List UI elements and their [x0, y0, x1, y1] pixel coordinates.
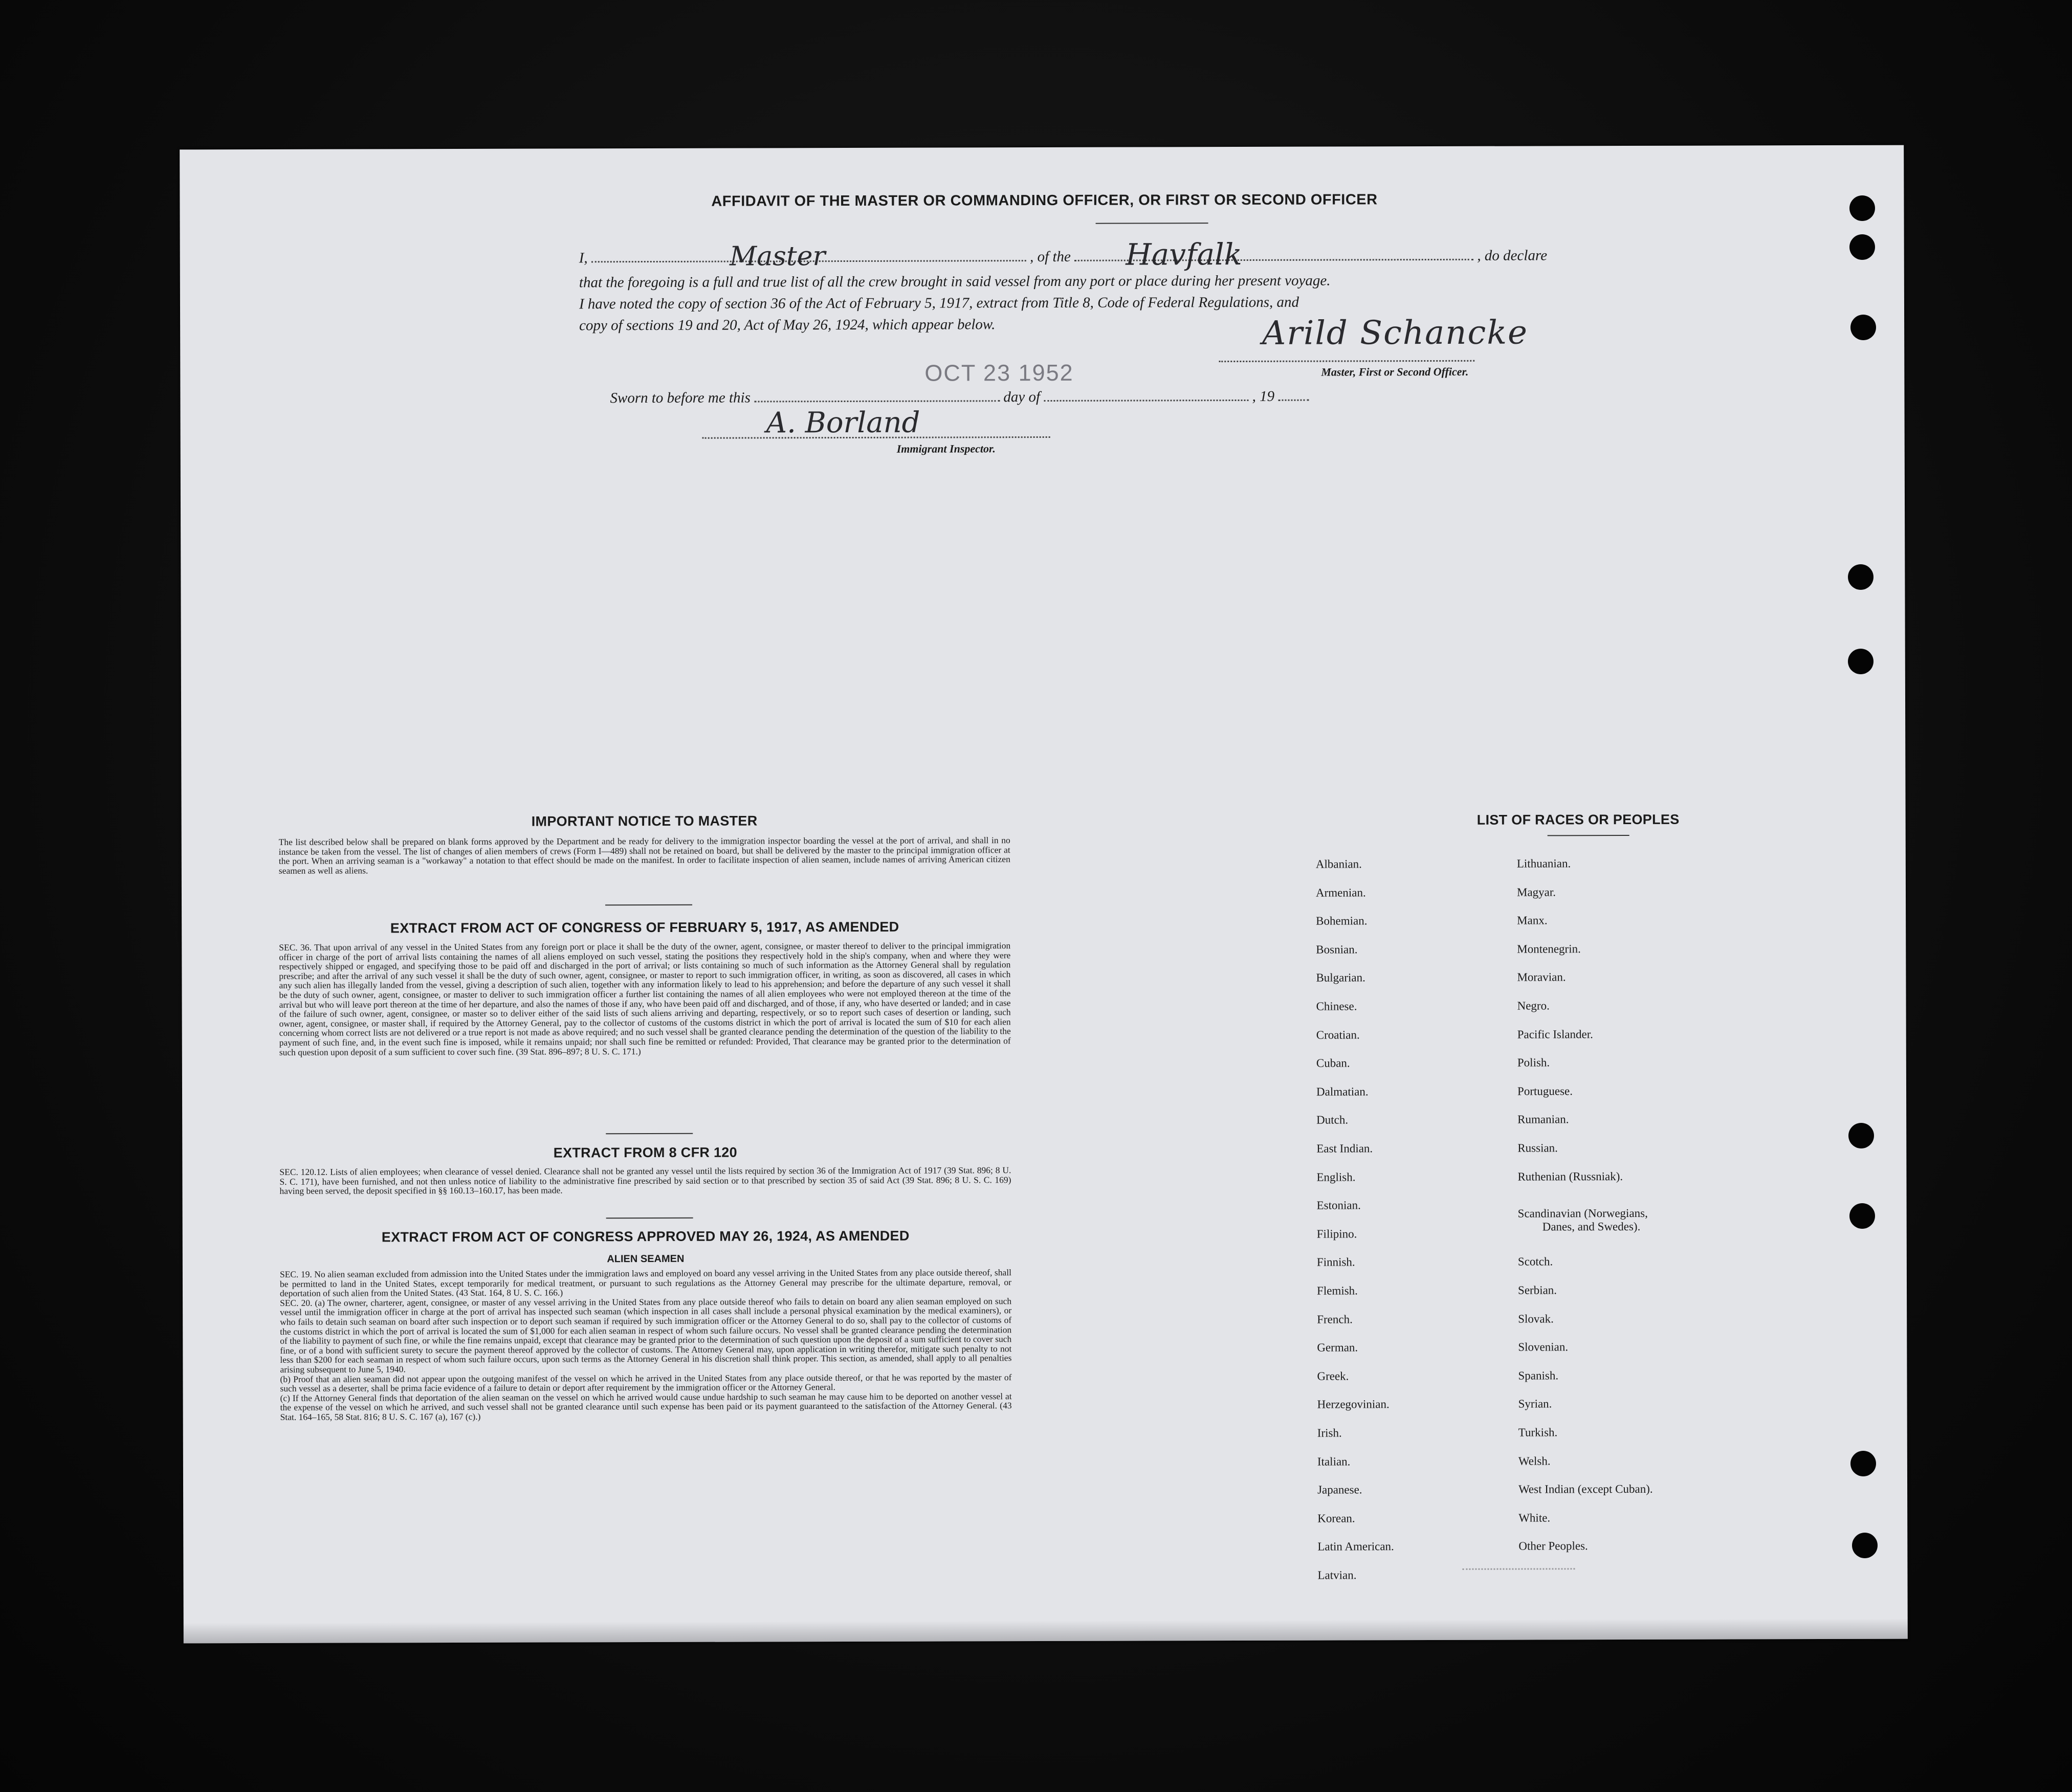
vessel-blank: [1074, 236, 1473, 272]
race-item: Filipino.: [1316, 1227, 1357, 1241]
divider-rule: [605, 904, 692, 905]
declaration-line-4: copy of sections 19 and 20, Act of May 26, 1924, which appear below.: [579, 316, 996, 334]
race-item: Armenian.: [1315, 886, 1366, 899]
race-item: Italian.: [1317, 1455, 1351, 1468]
sworn-day-blank: [754, 400, 1000, 402]
sworn-month-blank: [1044, 400, 1248, 402]
sworn-prefix: Sworn to before me this: [610, 389, 751, 407]
sworn-line: [610, 388, 1309, 407]
race-item: Russian.: [1517, 1141, 1558, 1155]
race-item: Greek.: [1317, 1369, 1349, 1383]
race-item: Lithuanian.: [1516, 857, 1571, 870]
race-item: Scandinavian (Norwegians,: [1517, 1206, 1648, 1220]
binder-hole: [1852, 1533, 1878, 1558]
race-item: Latin American.: [1317, 1540, 1394, 1553]
race-item: Polish.: [1517, 1056, 1550, 1069]
race-item: Bosnian.: [1316, 943, 1358, 956]
name-blank: [591, 241, 1026, 272]
date-stamp: OCT 23 1952: [924, 359, 1074, 386]
race-item: Herzegovinian.: [1317, 1398, 1390, 1411]
race-item: Danes, and Swedes).: [1542, 1220, 1641, 1233]
declaration-line-1: [579, 236, 1548, 272]
race-item: Manx.: [1517, 914, 1548, 927]
handwritten-vessel: Havfalk: [1126, 236, 1242, 272]
title-rule: [1096, 223, 1208, 224]
section-20a-text: SEC. 20. (a) The owner, charterer, agent, consignee, or master of any vessel arriving in the United States from any place outside thereof who fails to detain on board any alien seaman employed on such vessel until the immigration officer in charge at the port of arrival has inspected such seaman (which inspection in all cases shall include a personal physical examination by the medical examiners), or who fails to detain such seaman on board after such inspection or to deport such seaman if required by such immigration officer or the Attorney General to do so, shall pay to the collector of customs of the customs district in which the port of arrival is located the sum of $1,000 for each alien seaman in respect of whom such failure occurs. No vessel shall be granted clearance pending the determination of the liability to payment of such fine, or while the fine remains unpaid, except that clearance may be granted prior to the determination of such question upon the deposit of a sum sufficient to cover such fine, or of a bond with sufficient surety to secure the payment thereof approved by the collector of customs. The Attorney General may, upon application in writing therefor, mitigate such penalty to not less than $200 for each seaman in respect of whom such failure occurs, upon such terms as the Attorney General in his discretion shall think proper. This section, as amended, shall apply to all penalties arising subsequent to June 5, 1940.: [280, 1295, 1012, 1375]
divider-rule: [606, 1133, 693, 1134]
extract-1924-title: EXTRACT FROM ACT OF CONGRESS APPROVED MAY 26, 1924, AS AMENDED: [381, 1228, 910, 1245]
race-item: East Indian.: [1316, 1142, 1373, 1155]
race-item: Welsh.: [1518, 1454, 1551, 1468]
declaration-line-2: that the foregoing is a full and true list of all the crew brought in said vessel from any port or place during her present voyage.: [579, 272, 1331, 291]
race-item: Slovak.: [1518, 1312, 1554, 1325]
race-item: Moravian.: [1517, 970, 1566, 984]
race-item: Finnish.: [1316, 1255, 1355, 1269]
race-item: Latvian.: [1317, 1568, 1357, 1582]
of-the-label: , of the: [1030, 248, 1071, 266]
section-19-text: SEC. 19. No alien seaman excluded from admission into the United States under the immigration laws and employed on board any vessel arriving in the United States from any place outside thereof, shall be permitted to land in the United States, except temporarily for medical treatment, or pursuant to such regulations as the Attorney General may prescribe for the ultimate departure, removal, or deportation of such alien from the United States. (43 Stat. 164, 8 U. S. C. 166.): [279, 1267, 1012, 1299]
race-item: Syrian.: [1518, 1397, 1552, 1410]
race-item: French.: [1317, 1313, 1353, 1326]
race-item: Turkish.: [1518, 1426, 1558, 1439]
race-item: Croatian.: [1316, 1028, 1360, 1042]
race-item: Bulgarian.: [1316, 971, 1365, 984]
extract-1917-body: SEC. 36. That upon arrival of any vessel in the United States from any foreign port or place it shall be the duty of the owner, agent, consignee, or master thereof to deliver to the principal immigration officer in charge of the port of arrival lists containing the names of all aliens employed on such vessel, stating the positions they respectively hold in the ship's company, when and where they were respectively shipped or engaged, and specifying those to be paid off and discharged in the port of arrival; or lists containing so much of such information as the Attorney General shall by regulation prescribe; and after the arrival of any such vessel it shall be the duty of such owner, agent, consignee, or master to report to such immigration officer, in writing, as soon as discovered, all cases in which any such alien has illegally landed from the vessel, giving a description of such alien, together with any information likely to lead to his apprehension; and before the departure of any such vessel it shall be the duty of such owner, agent, consignee, or master to deliver to such immigration officer a further list containing the names of all alien employees who were not employed thereon at the time of the arrival but who will leave port thereon at the time of her departure, and also the names of those if any, who have been paid off and discharged, and of those, if any, who have deserted or landed; and in case of the failure of such owner, agent, consignee, or master so to deliver either of the said lists of such aliens arriving and departing, respectively, or so to report such cases of desertion or landing, such owner, agent, consignee, or master shall, if required by the Attorney General, pay to the collector of customs of the customs district in which the port of arrival is located the sum of $10 for each alien concerning whom correct lists are not delivered or a true report is not made as above required; and no such vessel shall be granted clearance pending the determination of the question of the liability to the payment of such fine, and, in the event such fine is imposed, while it remains unpaid; nor shall such fine be remitted or refunded: Provided, That clearance may be granted prior to the determination of such question upon deposit of a sum sufficient to cover such fine. (39 Stat. 896–897; 8 U. S. C. 171.): [279, 940, 1011, 1057]
race-item: Pacific Islander.: [1517, 1027, 1593, 1041]
sworn-year-blank: [1278, 400, 1309, 401]
affidavit-title: AFFIDAVIT OF THE MASTER OR COMMANDING OFFICER, OR FIRST OR SECOND OFFICER: [711, 191, 1378, 210]
handwritten-name: Master: [729, 241, 826, 272]
race-item: Dutch.: [1316, 1113, 1349, 1126]
inspector-label: Immigrant Inspector.: [896, 442, 996, 455]
master-signature: Arild Schancke: [1262, 314, 1529, 352]
divider-rule: [606, 1218, 693, 1219]
race-item: White.: [1518, 1511, 1551, 1524]
races-title-rule: [1548, 835, 1629, 836]
race-item: Albanian.: [1315, 857, 1362, 871]
section-20c-text: (c) If the Attorney General finds that deportation of the alien seaman on the vessel on which he arrived would cause undue hardship to such seaman he may cause him to be deported on another vessel at the expense of the vessel on which he arrived, and such vessel shall not be granted clearance until such expense has been paid or its payment guaranteed to the satisfaction of the Attorney General. (43 Stat. 164–165, 58 Stat. 816; 8 U. S. C. 167 (a), 167 (c).): [280, 1390, 1012, 1422]
notice-body: The list described below shall be prepared on blank forms approved by the Department and be ready for delivery to the immigration inspector boarding the vessel at the port of arrival, and shall in no instance be taken from the vessel. The list of changes of alien members of crews (Form I—489) shall not be retained on board, but shall be delivered by the master to the principal immigration officer at the port. When an arriving seaman is a "workaway" a notation to that effect should be made on the manifest. In order to facilitate inspection of alien seamen, include names of arriving American citizen seamen as well as aliens.: [278, 835, 1010, 876]
notice-title: IMPORTANT NOTICE TO MASTER: [531, 813, 758, 829]
binder-hole: [1849, 1203, 1875, 1229]
declaration-line-3: I have noted the copy of section 36 of the Act of February 5, 1917, extract from Title 8, Code of Federal Regulations, and: [579, 294, 1299, 313]
race-item: West Indian (except Cuban).: [1518, 1483, 1653, 1496]
master-signature-line: [1219, 360, 1474, 362]
do-declare-label: , do declare: [1477, 247, 1548, 264]
binder-hole: [1850, 315, 1876, 340]
alien-seamen-subtitle: ALIEN SEAMEN: [607, 1253, 685, 1265]
extract-1917-title: EXTRACT FROM ACT OF CONGRESS OF FEBRUARY 5, 1917, AS AMENDED: [390, 919, 899, 936]
binder-hole: [1849, 195, 1875, 221]
race-item: Portuguese.: [1517, 1085, 1573, 1098]
race-item: Negro.: [1517, 999, 1550, 1012]
races-title: LIST OF RACES OR PEOPLES: [1476, 811, 1680, 828]
race-item: Chinese.: [1316, 1000, 1357, 1013]
binder-hole: [1848, 564, 1873, 590]
race-item: Spanish.: [1518, 1369, 1559, 1382]
binder-hole: [1848, 649, 1873, 674]
binder-hole: [1850, 1451, 1876, 1476]
faint-footer-mark: [1462, 1568, 1575, 1570]
race-item: Bohemian.: [1316, 914, 1368, 927]
binder-hole: [1848, 1123, 1874, 1148]
master-label: Master, First or Second Officer.: [1321, 365, 1469, 379]
extract-1924-body: [280, 1268, 1012, 1422]
section-20b-text: (b) Proof that an alien seaman did not appear upon the outgoing manifest of the vessel on which he arrived in the United States from any place outside thereof, or that he was reported by the master of such vessel as a deserter, shall be prima facie evidence of a failure to detain or deport after requirement by the immigration officer or the Attorney General.: [280, 1371, 1012, 1394]
race-item: Irish.: [1317, 1426, 1342, 1440]
race-item: Rumanian.: [1517, 1113, 1569, 1126]
year-prefix: , 19: [1252, 388, 1275, 405]
race-item: Cuban.: [1316, 1056, 1350, 1070]
race-item: Montenegrin.: [1517, 942, 1581, 956]
race-item: German.: [1317, 1341, 1358, 1354]
race-item: Flemish.: [1316, 1284, 1358, 1297]
race-item: Korean.: [1317, 1512, 1355, 1525]
extract-cfr-body: SEC. 120.12. Lists of alien employees; when clearance of vessel denied. Clearance shall not be granted any vessel until the lists required by section 36 of the Immigration Act of 1917 (39 Stat. 896; 8 U. S. C. 171), have been furnished, and not then unless notice of liability to the administrative fine prescribed by said section or to that prescribed by section 35 of said Act (39 Stat. 896; 8 U. S. C. 169) having been served, the deposit specified in §§ 160.13–160.17, has been made.: [279, 1165, 1011, 1197]
i-prefix: I,: [579, 250, 588, 267]
race-item: Estonian.: [1316, 1199, 1361, 1212]
race-item: Scotch.: [1517, 1255, 1553, 1268]
race-item: Slovenian.: [1518, 1340, 1569, 1354]
race-item: Serbian.: [1517, 1284, 1557, 1297]
race-item: English.: [1316, 1170, 1356, 1184]
race-item: Magyar.: [1516, 885, 1556, 899]
inspector-signature: A. Borland: [766, 406, 920, 440]
binder-hole: [1849, 234, 1875, 260]
race-item: Other Peoples.: [1518, 1539, 1588, 1553]
extract-cfr-title: EXTRACT FROM 8 CFR 120: [553, 1144, 737, 1161]
race-item: Dalmatian.: [1316, 1085, 1369, 1098]
race-item: Ruthenian (Russniak).: [1517, 1169, 1623, 1183]
race-item: Japanese.: [1317, 1483, 1362, 1496]
document-page: [180, 145, 1908, 1644]
day-of-label: day of: [1003, 389, 1041, 406]
